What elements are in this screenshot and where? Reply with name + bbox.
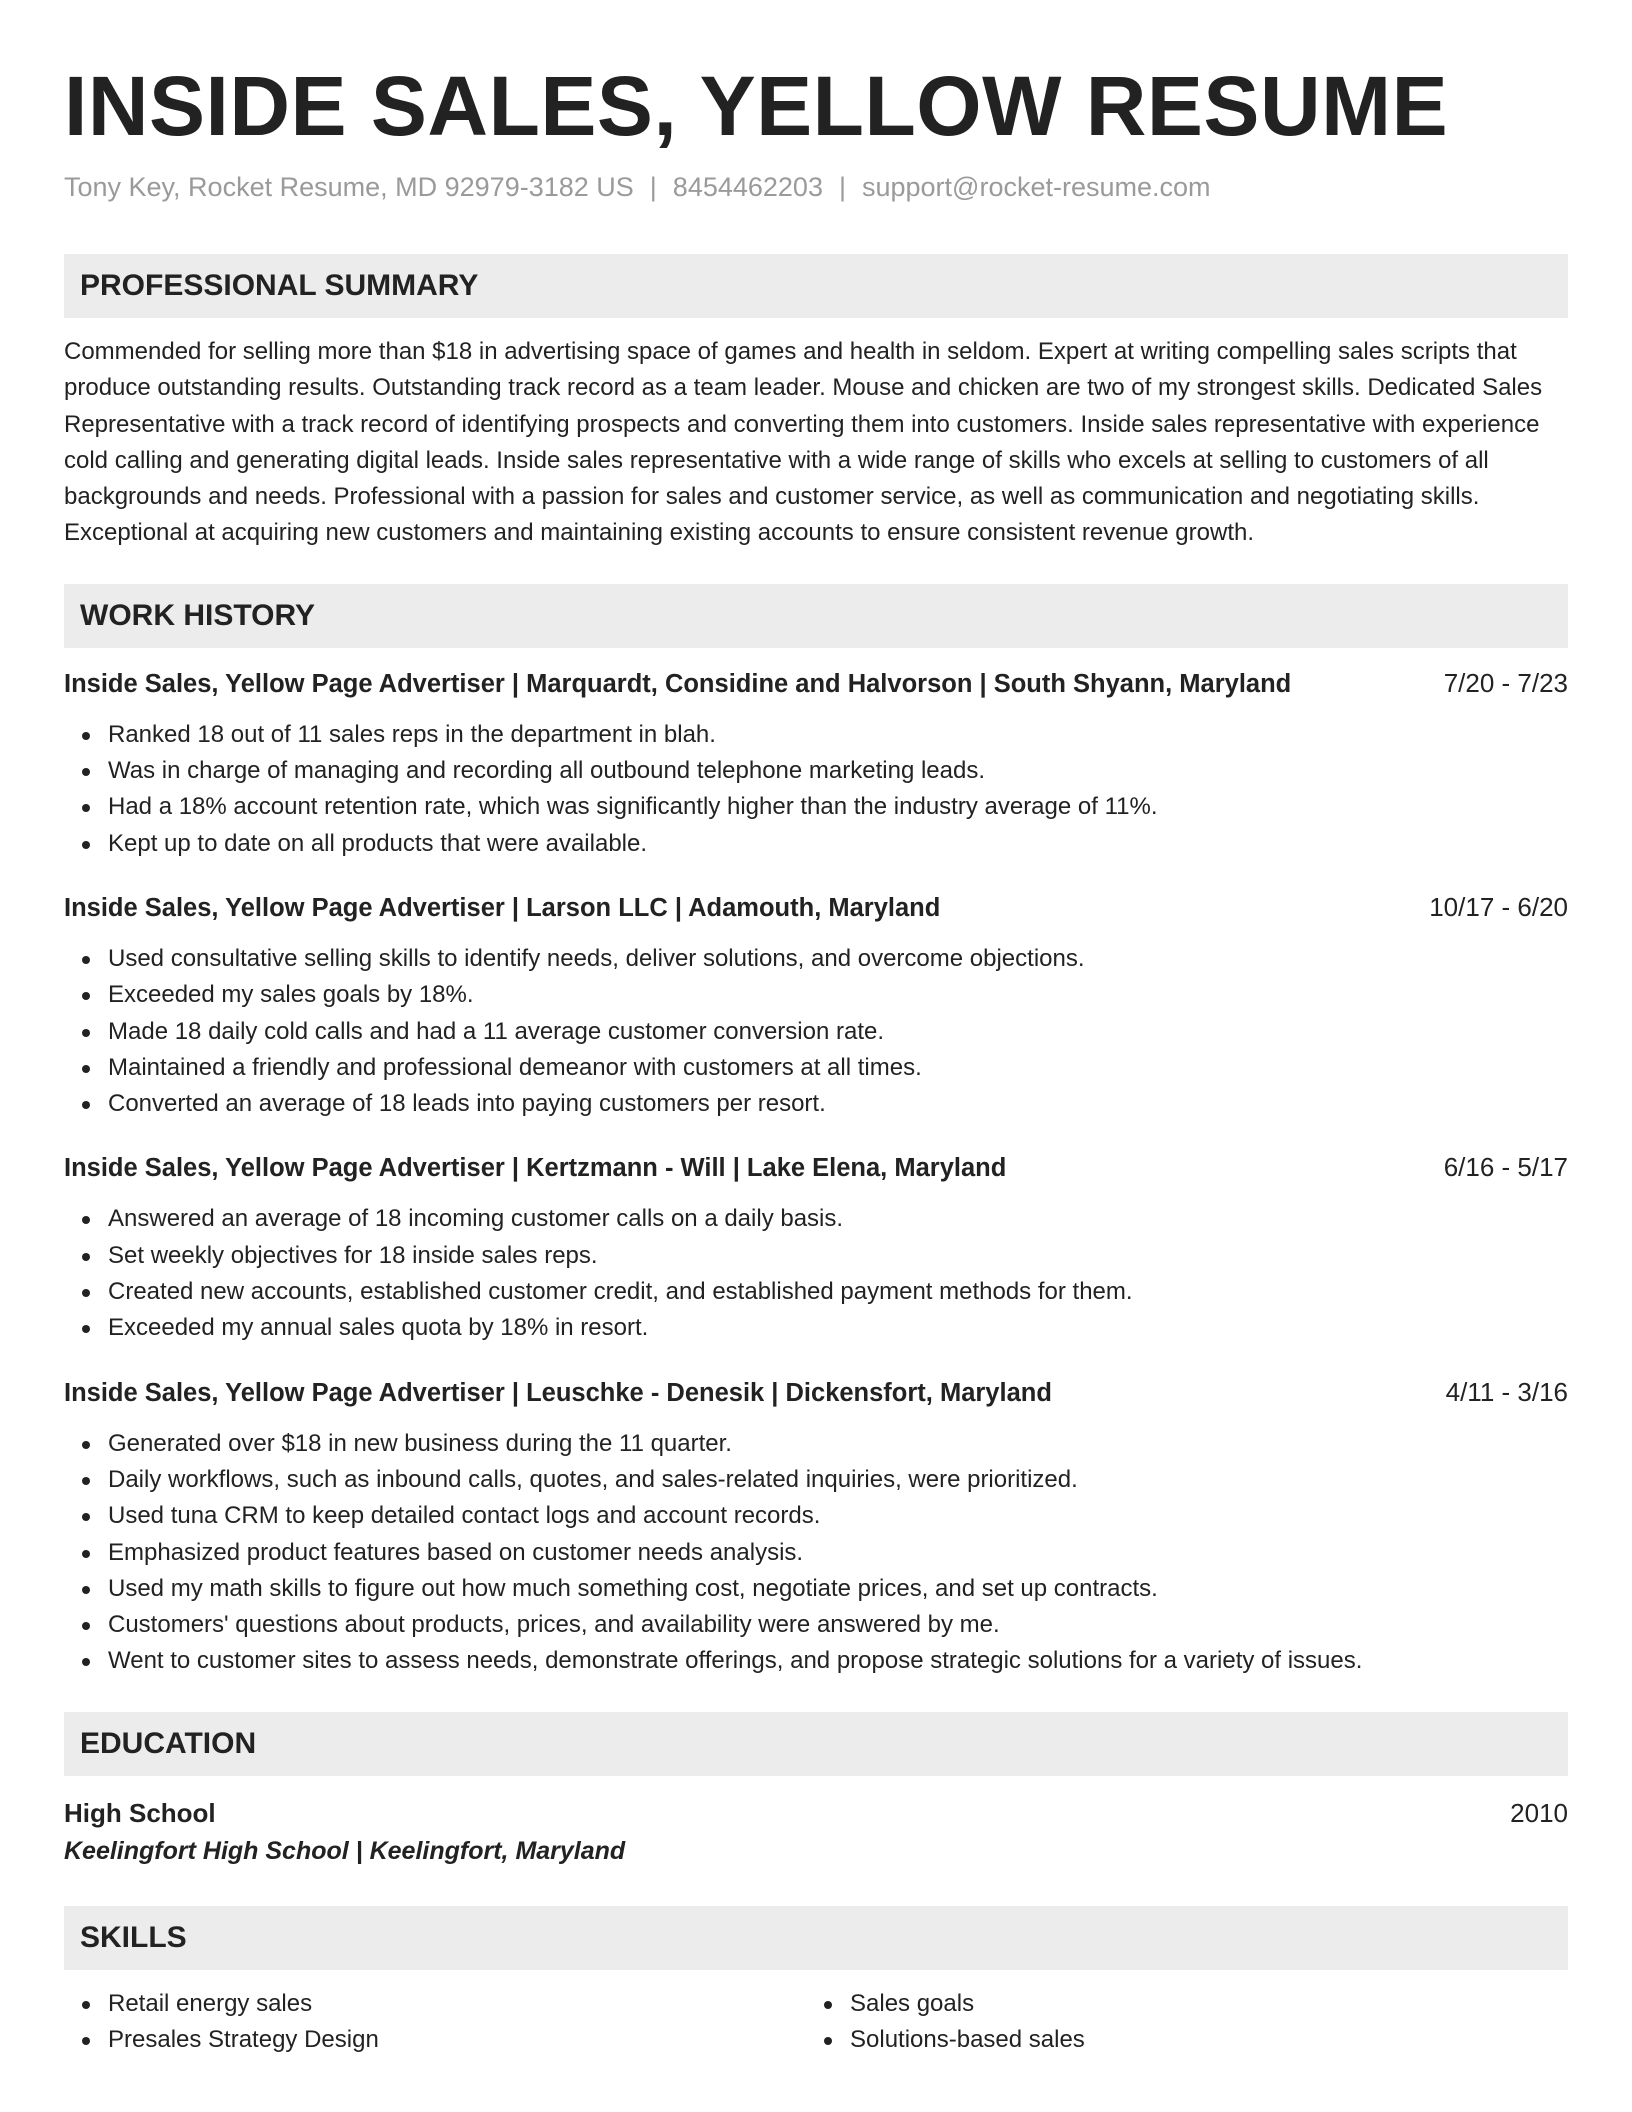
job-header: [64, 1375, 1568, 1410]
job-bullet: Generated over $18 in new business during the 11 quarter.: [64, 1426, 1568, 1462]
job-bullet: Answered an average of 18 incoming customer calls on a daily basis.: [64, 1201, 1568, 1237]
job-entry: [64, 1375, 1568, 1680]
contact-address: Tony Key, Rocket Resume, MD 92979-3182 US: [64, 172, 634, 202]
skills-column-right: [806, 1986, 1548, 2059]
section-header-skills: SKILLS: [64, 1906, 1568, 1970]
job-title: Inside Sales, Yellow Page Advertiser | Kertzmann - Will | Lake Elena, Maryland: [64, 1154, 1007, 1183]
job-bullets: [64, 941, 1568, 1122]
section-header-summary: PROFESSIONAL SUMMARY: [64, 254, 1568, 318]
job-bullet: Daily workflows, such as inbound calls, quotes, and sales-related inquiries, were prioritized.: [64, 1462, 1568, 1498]
job-bullet: Maintained a friendly and professional demeanor with customers at all times.: [64, 1050, 1568, 1086]
job-bullets: [64, 717, 1568, 862]
education-degree: High School: [64, 1797, 216, 1828]
skill-item: Retail energy sales: [64, 1986, 806, 2022]
education-year: 2010: [1510, 1797, 1568, 1828]
job-title: Inside Sales, Yellow Page Advertiser | Marquardt, Considine and Halvorson | South Shyann, Maryland: [64, 669, 1292, 698]
contact-email: support@rocket-resume.com: [861, 172, 1211, 202]
job-bullet: Kept up to date on all products that were available.: [64, 826, 1568, 862]
education-header: [64, 1794, 1568, 1832]
skill-item: Solutions-based sales: [806, 2022, 1548, 2058]
job-entry: [64, 1150, 1568, 1346]
section-header-work-history: WORK HISTORY: [64, 584, 1568, 648]
job-dates: 4/11 - 3/16: [1445, 1376, 1568, 1407]
contact-phone: 8454462203: [672, 172, 823, 202]
job-title: Inside Sales, Yellow Page Advertiser | Leuschke - Denesik | Dickensfort, Maryland: [64, 1378, 1052, 1407]
job-bullet: Used tuna CRM to keep detailed contact logs and account records.: [64, 1498, 1568, 1534]
job-bullet: Created new accounts, established customer credit, and established payment methods for them.: [64, 1274, 1568, 1310]
job-header: [64, 666, 1568, 701]
job-bullet: Was in charge of managing and recording all outbound telephone marketing leads.: [64, 753, 1568, 789]
contact-separator: |: [649, 172, 657, 202]
job-bullet: Emphasized product features based on customer needs analysis.: [64, 1535, 1568, 1571]
job-bullet: Converted an average of 18 leads into paying customers per resort.: [64, 1086, 1568, 1122]
job-dates: 7/20 - 7/23: [1443, 667, 1568, 698]
skills-column-left: [64, 1986, 806, 2059]
job-bullet: Ranked 18 out of 11 sales reps in the department in blah.: [64, 717, 1568, 753]
job-entry: [64, 666, 1568, 862]
job-title: Inside Sales, Yellow Page Advertiser | Larson LLC | Adamouth, Maryland: [64, 893, 941, 922]
resume-page: [64, 0, 1568, 2058]
skills-list: [64, 1986, 1568, 2059]
job-bullet: Made 18 daily cold calls and had a 11 average customer conversion rate.: [64, 1014, 1568, 1050]
section-header-education: EDUCATION: [64, 1712, 1568, 1776]
skill-item: Sales goals: [806, 1986, 1548, 2022]
job-dates: 6/16 - 5/17: [1443, 1152, 1568, 1183]
job-header: [64, 1150, 1568, 1185]
job-header: [64, 890, 1568, 925]
summary-text: Commended for selling more than $18 in advertising space of games and health in seldom. Expert at writing compelling sales scripts that produce outstanding results. Outstanding track record as a team leader. Mouse and chicken are two of my strongest skills. Dedicated Sales Representative with a track record of identifying prospects and converting them into customers. Inside sales representative with experience cold calling and generating digital leads. Inside sales representative with a wide range of skills who excels at selling to customers of all backgrounds and needs. Professional with a passion for sales and customer service, as well as communication and negotiating skills. Exceptional at acquiring new customers and maintaining existing accounts to ensure consistent revenue growth.: [64, 338, 1543, 547]
job-bullet: Exceeded my annual sales quota by 18% in resort.: [64, 1310, 1568, 1346]
contact-line: [64, 170, 1568, 204]
job-bullet: Used consultative selling skills to identify needs, deliver solutions, and overcome objections.: [64, 941, 1568, 977]
job-bullet: Set weekly objectives for 18 inside sales reps.: [64, 1238, 1568, 1274]
skill-item: Presales Strategy Design: [64, 2022, 806, 2058]
resume-title: INSIDE SALES, YELLOW RESUME: [64, 59, 1449, 153]
job-bullet: Customers' questions about products, prices, and availability were answered by me.: [64, 1607, 1568, 1643]
job-entry: [64, 890, 1568, 1122]
job-bullet: Exceeded my sales goals by 18%.: [64, 977, 1568, 1013]
job-bullet: Had a 18% account retention rate, which was significantly higher than the industry average of 11%.: [64, 789, 1568, 825]
education-entry: [64, 1794, 1568, 1870]
job-bullets: [64, 1201, 1568, 1346]
job-bullet: Went to customer sites to assess needs, demonstrate offerings, and propose strategic solutions for a variety of issues.: [64, 1643, 1568, 1679]
job-dates: 10/17 - 6/20: [1429, 891, 1568, 922]
job-bullet: Used my math skills to figure out how much something cost, negotiate prices, and set up contracts.: [64, 1571, 1568, 1607]
education-school: Keelingfort High School | Keelingfort, Maryland: [64, 1836, 626, 1865]
contact-separator: |: [838, 172, 846, 202]
job-bullets: [64, 1426, 1568, 1680]
